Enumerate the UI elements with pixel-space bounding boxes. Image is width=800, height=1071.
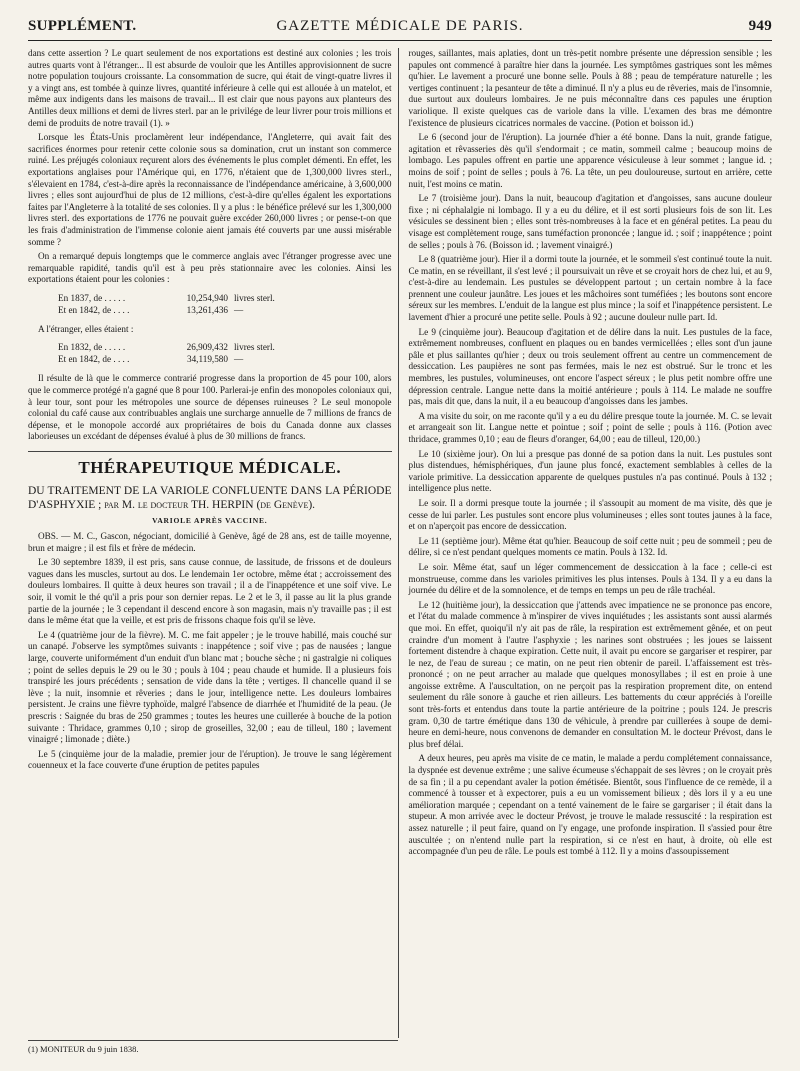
right-column — [407, 48, 773, 1038]
paragraph: Le 8 (quatrième jour). Hier il a dormi toute la journée, et le sommeil s'est continué toute la nuit. Ce matin, en se réveillant, il s'est levé ; il poursuivait un rêve et se croyait hors de chez lui, et au 9, c'est-à-dire au lendemain. Les pustules se développent partout ; un certain nombre à la face prennent une couleur jaunâtre. Les joues et les mâchoires sont tuméfiées ; les boutons sont encore séreux sur les membres. L'enduit de la langue est plus mince ; la soif et l'inappétence persistent. Le lavement d'hier a procuré une petite selle. Pouls à 92 ; aucune douleur nulle part. Id. — [408, 254, 772, 323]
paragraph: Le soir. Il a dormi presque toute la journée ; il s'assoupit au moment de ma visite, dès que je cesse de lui parler. Les pustules sont encore plus volumineuses ; elles sont toutes jaunes à la face, et on n'aperçoit pas encore de dessiccation. — [408, 497, 772, 532]
row-value: 26,909,432 — [186, 342, 228, 353]
paragraph: A l'étranger, elles étaient : — [38, 323, 134, 334]
paragraph: Le 4 (quatrième jour de la fièvre). M. C. me fait appeler ; je le trouve habillé, mais couché sur un canapé. J'observe les symptômes suivants : inappétence ; soif vive ; pas de nausées ; langue large, couverte uniformément d'un enduit d'un blanc mat ; bouche sèche ; ni gastralgie ni coliques ; point de selles depuis le 29 ou le 30 ; pouls à 104 ; peau chaude et humide. Il a plusieurs fois transpiré les jours précédents ; sensation de vide dans la tête ; vertiges. Il chancelle quand il se lève ; la nuit, insomnie et rêveries ; dans le jour, intelligence nette. Les douleurs lombaires persistent. Je crains une fièvre typhoïde, malgré l'absence de diarrhée et l'humidité de la peau. (Je prescris : Saignée du bras de 250 grammes ; toutes les heures une cuillerée à bouche de la potion suivante : Thridace, grammes 0,10 ; sirop de groseilles, 32,00 ; eau de tilleul, 180 ; lavement vinaigré ; limonade ; diète.) — [28, 629, 392, 745]
table-row — [58, 292, 392, 304]
row-label: En 1837, de . . . . . — [58, 292, 126, 303]
table-row — [58, 304, 392, 316]
paragraph: A ma visite du soir, on me raconte qu'il y a eu du délire presque toute la journée. M. C. se levait et arrangeait son lit. Langue nette et pointue ; soif ; point de selle ; pouls à 116. (Potion avec thridace, grammes 0,10 ; eau de fleurs d'oranger, 64,00 ; eau de tilleul, 120,00.) — [408, 410, 772, 444]
table-row — [58, 353, 392, 365]
table-row — [58, 341, 392, 353]
row-label: Et en 1842, de . . . . — [58, 354, 130, 365]
section-divider — [28, 451, 392, 452]
paragraph: Le 30 septembre 1839, il est pris, sans cause connue, de lassitude, de frissons et de douleurs vagues dans les muscles, surtout au dos. Le lendemain 1er octobre, même état ; accroissement des douleurs lombaires. Il quitte à deux heures son travail ; il a de l'inappétence et une soif vive. Le soir, il vomit le thé qu'il a pris pour son dernier repas. Le 2 et le 3, il passe au lit la plus grande partie de la journée ; le 3 cependant il descend encore à son magasin, mais n'y travaille pas ; il est dans le même état que la veille, et est pris de frissons chaque fois qu'il se lève. — [28, 557, 392, 626]
page-header — [28, 18, 772, 41]
paragraph: Le soir. Même état, sauf un léger commencement de dessiccation à la face ; celle-ci est monstrueuse, comme dans les varioles primitives les plus intenses. Pouls à 134. Il y a eu dans la journée du délire et de la somnolence, et de temps en temps un peu de râle trachéal. — [408, 561, 772, 596]
supplement-label: SUPPLÉMENT. — [28, 18, 137, 34]
foreign-exports-table — [58, 341, 392, 365]
paragraph: rouges, saillantes, mais aplaties, dont un très-petit nombre présente une dépression sensible ; les papules ont commencé à paraître hier dans la journée. Les symptômes gastriques sont les mêmes qu'hier. Le lavement a procuré une bonne selle. Pouls à 88 ; peau de température naturelle ; les vertiges continuent ; la pesanteur de tête a diminué. Il n'y a plus eu de rêveries, mais de l'insomnie, due surtout aux douleurs lombaires. Je ne puis méconnaître dans ces papules une éruption variolique. Il existe quelques cas de variole dans la ville. L'examen des bras me démontre l'existence de plusieurs cicatrices normales de vaccine. (Potion et boisson id.) — [408, 48, 772, 128]
row-unit: — — [234, 354, 244, 365]
paragraph: Le 10 (sixième jour). On lui a presque pas donné de sa potion dans la nuit. Les pustules sont plus distendues, hémisphériques, d'un jaune plus foncé, exactement semblables à celles de la variole primitive. La dessiccation apparente de quelques pustules n'a pas continué. Pouls à 132 ; intelligence plus nette. — [408, 448, 772, 494]
row-unit: livres sterl. — [234, 342, 275, 353]
paragraph: Le 12 (huitième jour), la dessiccation que j'attends avec impatience ne se prononce pas encore, et l'état du malade commence à m'inspirer de vives inquiétudes ; les assistants sont aussi alarmés que moi. En effet, quoiqu'il n'y ait pas de râle, la respiration est extrêmement gênée, et on peut craindre d'un moment à l'autre l'asphyxie ; les narines sont obstruées ; les joues se laissent fortement distendre à chaque expiration. Cette nuit, il avait pu encore se gargariser et respirer, par le nez, de l'eau de sureau ; ce matin, on ne peut rien obtenir de pareil. L'affaissement est très-prononcé ; on ne peut arracher au malade que quelques monosyllabes ; il est en proie à une angoisse extrême. A l'auscultation, on ne perçoit pas la respiration proprement dite, on entend seulement du râle sonore à gauche et rien ailleurs. Les battements du cœur appréciés à l'oreille sont très-forts et entendus dans toute la partie antérieure de la poitrine ; pouls 124. Je prescris gram. 0,30 de tartre émétique dans 130 de véhicule, à prendre par cuillerées à soupe de demi-heure en demi-heure, nous convenons de demander en consultation M. le docteur Prévost, dans le plus bref délai. — [408, 599, 772, 749]
section-title: THÉRAPEUTIQUE MÉDICALE. — [78, 458, 342, 478]
row-unit: — — [234, 304, 244, 315]
article-subheading: VARIOLE APRÈS VACCINE. — [152, 516, 268, 526]
paragraph: Le 5 (cinquième jour de la maladie, premier jour de l'éruption). Je trouve le sang légèrement couenneux et la face couverte d'une éruption de petites papules — [28, 748, 392, 771]
paragraph: Le 6 (second jour de l'éruption). La journée d'hier a été bonne. Dans la nuit, grande fatigue, agitation et rêvasseries dès qu'il s'endormait ; ce matin, sommeil calme ; beaucoup moins de lombago. Les papules offrent en partie une apparence vésiculeuse à leur sommet ; langue id. ; moins de soif ; point de selles ; pouls à 76. La tête, un peu douloureuse, surtout en arrière, cette nuit, l'est moins ce matin. — [408, 132, 772, 189]
row-value: 34,119,580 — [186, 354, 228, 365]
paragraph: Le 11 (septième jour). Même état qu'hier. Beaucoup de soif cette nuit ; peu de sommeil ; peu de délire, si ce n'est pendant quelques moments ce matin. Pouls à 132. Id. — [408, 535, 772, 558]
paragraph: On a remarqué depuis longtemps que le commerce anglais avec l'étranger progresse avec une remarquable rapidité, tandis qu'il est à peu près stationnaire avec les colonies. Ainsi les exportations étaient pour les colonies : — [28, 251, 392, 285]
left-column — [28, 48, 399, 1038]
paragraph: Le 7 (troisième jour). Dans la nuit, beaucoup d'agitation et d'angoisses, sans aucune douleur fixe ; ni céphalalgie ni lombago. Il y a eu du délire, et il est sorti plusieurs fois de son lit. Les vésicules se dessinent bien ; elles sont très-nombreuses à la face et en général petites. La peau du visage est complètement rouge, sans tuméfaction prononcée ; langue id. ; soif ; inappétence ; point de selles ; pouls à 76. (Boisson id. ; lavement vinaigré.) — [408, 193, 772, 250]
row-unit: livres sterl. — [234, 292, 275, 303]
paragraph: A deux heures, peu après ma visite de ce matin, le malade a perdu complétement connaissance, la dyspnée est devenue extrême ; une salive écumeuse s'échappait de ses lèvres ; on le croyait près de sa fin ; il a pu cependant avaler la potion émétisée. Bientôt, sous l'influence de ce remède, il a commencé à tousser et à expectorer, puis a eu un vomissement bilieux ; dès lors il y a eu une amélioration marquée ; cependant on a tenté vainement de le faire se gargariser ; il était dans la stupeur. A mon arrivée avec le docteur Prévost, je trouve le malade ressuscité : la respiration est assez naturelle ; il peut faire, quand on l'y engage, une profonde inspiration. Il s'assied pour être auscultée ; on n'entend nulle part la respiration, si ce n'est en haut, à droite, où elle est accompagnée d'un peu de râle. Le pouls est tombé à 112. Il y a moins d'assoupissement — [408, 753, 772, 857]
row-label: Et en 1842, de . . . . — [58, 304, 130, 315]
footnote: (1) MONITEUR du 9 juin 1838. — [28, 1040, 398, 1054]
paragraph: OBS. — M. C., Gascon, négociant, domicilié à Genève, âgé de 28 ans, est de taille moyenne, brun et maigre ; il est fils et frère de médecin. — [28, 531, 392, 553]
paragraph: Il résulte de là que le commerce contrarié progresse dans la proportion de 45 pour 100, alors que le commerce protégé n'a gagné que 8 pour 100. Parlerai-je enfin des monopoles coloniaux qui, à leur tour, sont pour les métropoles une source de dépenses ruineuses ? Le seul monopole colonial du café cause aux contribuables anglais une surcharge annuelle de 7 millions de francs de dépense, et le monopole accordé aux propriétaires de bois du Canada donne aux classes laborieuses un excédant de dépenses évalué à plus de 30 millions de francs. — [28, 373, 392, 442]
paragraph: Lorsque les États-Unis proclamèrent leur indépendance, l'Angleterre, qui avait fait des sacrifices énormes pour retenir cette colonie sous sa domination, crut un instant son commerce ruiné. Les préjugés coloniaux reçurent alors des événements le plus complet démenti. En effet, les exportations anglaises pour l'Amérique qui, en 1776, n'étaient que de 1,300,000 livres sterl., s'élevaient en 1784, c'est-à-dire après la reconnaissance de l'indépendance américaine, à 3,600,000 livres ; elles sont aujourd'hui de plus de 12 millions, c'est-à-dire qu'elles égalent les exportations faites par l'Angleterre à la totalité de ses colonies. Il y a plus : le bénéfice prélevé sur les 1,300,000 livres sterl. des exportations de 1776 ne pouvait guère excéder 260,000 livres ; or pense-t-on que les frais d'administration de l'immense colonie aient jamais été couverts par une aussi misérable somme ? — [28, 132, 392, 247]
article-title: DU TRAITEMENT DE LA VARIOLE CONFLUENTE DANS LA PÉRIODE D'ASPHYXIE ; par M. le docteur TH. HERPIN (de Genève). — [28, 485, 392, 512]
colonies-exports-table — [58, 292, 392, 316]
row-label: En 1832, de . . . . . — [58, 342, 126, 353]
paragraph: Le 9 (cinquième jour). Beaucoup d'agitation et de délire dans la nuit. Les pustules de la face, extrêmement nombreuses, confluent en plaques ou en bandes vermicellées ; elles sont d'un jaune pâle et plus saillantes qu'hier ; deux ou trois seulement offrent au centre un commencement de dessiccation. Les paupières ne sont pas fermées, mais le nez est obstrué. Sur le tronc et les membres, les pustules, volumineuses, ont encore l'aspect séreux ; le plus petit nombre offre une dépression centrale. Langue nette dans la moitié antérieure ; pouls à 114. Le malade ne souffre pas, mais dit que, dans la nuit, il a eu beaucoup d'angoisses dans les jambes. — [408, 326, 772, 407]
row-value: 10,254,940 — [186, 292, 228, 303]
row-value: 13,261,436 — [186, 304, 228, 315]
article-columns — [28, 48, 772, 1038]
paragraph: dans cette assertion ? Le quart seulement de nos exportations est destiné aux colonies ; les trois autres quarts vont à l'étranger... Il est absurde de vouloir que les Antilles approvisionnent de sucre notre population toujours croissante. La consommation de sucre, qui était de vingt-quatre livres il y a vingt ans, est tombée à quinze livres, quantité inférieure à celle qui est allouée à un matelot, et même aux indigents dans les maisons de travail... Il est clair que nous payons aux planteurs des Antilles deux millions et demi de livres sterl. par an le privilége de leur livrer pour trois millions et demi de produits de notre travail (1). » — [28, 48, 392, 128]
page-number: 949 — [748, 18, 772, 34]
journal-title: GAZETTE MÉDICALE DE PARIS. — [276, 18, 524, 34]
